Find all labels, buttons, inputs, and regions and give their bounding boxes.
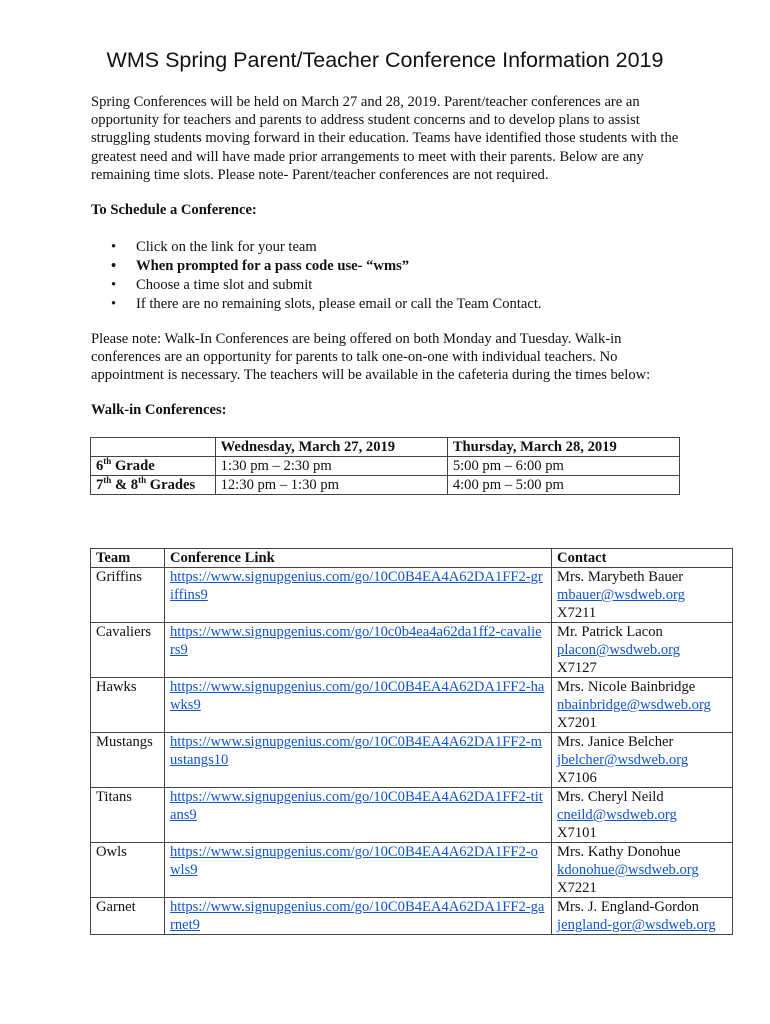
contact-email-link[interactable]: placon@wsdweb.org (557, 642, 681, 658)
walkin-header-row (91, 438, 680, 457)
table-row (91, 623, 733, 678)
conference-link[interactable]: https://www.signupgenius.com/go/10C0B4EA4A62DA1FF2-titans9 (169, 789, 543, 823)
team-name: Griffins (91, 568, 165, 623)
contact-name: Mrs. Marybeth Bauer (557, 569, 684, 585)
contact-name: Mr. Patrick Lacon (557, 624, 663, 640)
walkin-row (91, 457, 680, 476)
contact-extension: X7127 (557, 660, 597, 676)
table-row (91, 733, 733, 788)
team-name: Owls (91, 843, 165, 898)
team-name: Garnet (91, 898, 165, 935)
contact-extension: X7211 (557, 605, 597, 621)
contact-email-link[interactable]: mbauer@wsdweb.org (557, 587, 685, 603)
schedule-steps-list (111, 238, 542, 314)
walkin-grade-label: 7th & 8th Grades (91, 476, 216, 495)
walkin-table (90, 437, 680, 495)
walkin-header-empty (91, 438, 216, 457)
team-name: Mustangs (91, 733, 165, 788)
team-name: Titans (91, 788, 165, 843)
intro-paragraph: Spring Conferences will be held on March 27 and 28, 2019. Parent/teacher conferences are an opportunity for teachers and parents to address student concerns and to develop plans to assist struggling students moving forward in their education. Teams have identified those students with the greatest need and will have made prior arrangements to meet with their parents. Below are any remaining time slots. Please note- Parent/teacher conferences are not required. (91, 94, 679, 183)
teams-table (90, 548, 733, 935)
walkin-grade-label: 6th Grade (91, 457, 216, 476)
contact-email-link[interactable]: jbelcher@wsdweb.org (557, 752, 689, 768)
contact-email-link[interactable]: kdonohue@wsdweb.org (557, 862, 699, 878)
contact-email-link[interactable]: cneild@wsdweb.org (557, 807, 677, 823)
walkin-heading: Walk-in Conferences: (91, 402, 227, 418)
contact-extension: X7221 (557, 880, 597, 896)
link-column-header: Conference Link (164, 549, 551, 568)
step-item: • Choose a time slot and submit (111, 276, 542, 295)
walkin-day-header: Wednesday, March 27, 2019 (215, 438, 447, 457)
team-name: Hawks (91, 678, 165, 733)
conference-link[interactable]: https://www.signupgenius.com/go/10C0B4EA4A62DA1FF2-owls9 (169, 844, 538, 878)
conference-link[interactable]: https://www.signupgenius.com/go/10C0B4EA4A62DA1FF2-mustangs10 (169, 734, 542, 768)
schedule-heading: To Schedule a Conference: (91, 202, 257, 218)
contact-name: Mrs. J. England-Gordon (557, 899, 699, 915)
conference-link[interactable]: https://www.signupgenius.com/go/10C0B4EA4A62DA1FF2-hawks9 (169, 679, 545, 713)
conference-link[interactable]: https://www.signupgenius.com/go/10c0b4ea4a62da1ff2-cavaliers9 (169, 624, 542, 658)
table-row (91, 843, 733, 898)
contact-name: Mrs. Kathy Donohue (557, 844, 681, 860)
table-row (91, 788, 733, 843)
conference-link[interactable]: https://www.signupgenius.com/go/10C0B4EA4A62DA1FF2-griffins9 (169, 569, 543, 603)
teams-header-row (91, 549, 733, 568)
contact-email-link[interactable]: jengland-gor@wsdweb.org (557, 917, 716, 933)
contact-email-link[interactable]: nbainbridge@wsdweb.org (557, 697, 711, 713)
step-item: • If there are no remaining slots, please email or call the Team Contact. (111, 295, 542, 314)
walkin-row (91, 476, 680, 495)
page-title: WMS Spring Parent/Teacher Conference Information 2019 (106, 48, 664, 72)
walkin-time: 5:00 pm – 6:00 pm (447, 457, 679, 476)
team-name: Cavaliers (91, 623, 165, 678)
walkin-day-header: Thursday, March 28, 2019 (447, 438, 679, 457)
walkin-time: 1:30 pm – 2:30 pm (215, 457, 447, 476)
table-row (91, 678, 733, 733)
contact-extension: X7106 (557, 770, 597, 786)
contact-name: Mrs. Cheryl Neild (557, 789, 664, 805)
contact-extension: X7201 (557, 715, 597, 731)
walkin-time: 12:30 pm – 1:30 pm (215, 476, 447, 495)
table-row (91, 568, 733, 623)
table-row (91, 898, 733, 935)
team-column-header: Team (91, 549, 165, 568)
contact-extension: X7101 (557, 825, 597, 841)
contact-name: Mrs. Nicole Bainbridge (557, 679, 696, 695)
step-item: • Click on the link for your team (111, 238, 542, 257)
walkin-time: 4:00 pm – 5:00 pm (447, 476, 679, 495)
walkin-note-paragraph: Please note: Walk-In Conferences are being offered on both Monday and Tuesday. Walk-in conferences are an opportunity for parents to talk one-on-one with individual teachers. No appointment is necessary. The teachers will be available in the cafeteria during the times below: (91, 331, 651, 384)
contact-name: Mrs. Janice Belcher (557, 734, 674, 750)
conference-link[interactable]: https://www.signupgenius.com/go/10C0B4EA4A62DA1FF2-garnet9 (169, 899, 545, 933)
step-item: • When prompted for a pass code use- “wms” (111, 257, 542, 276)
contact-column-header: Contact (552, 549, 733, 568)
